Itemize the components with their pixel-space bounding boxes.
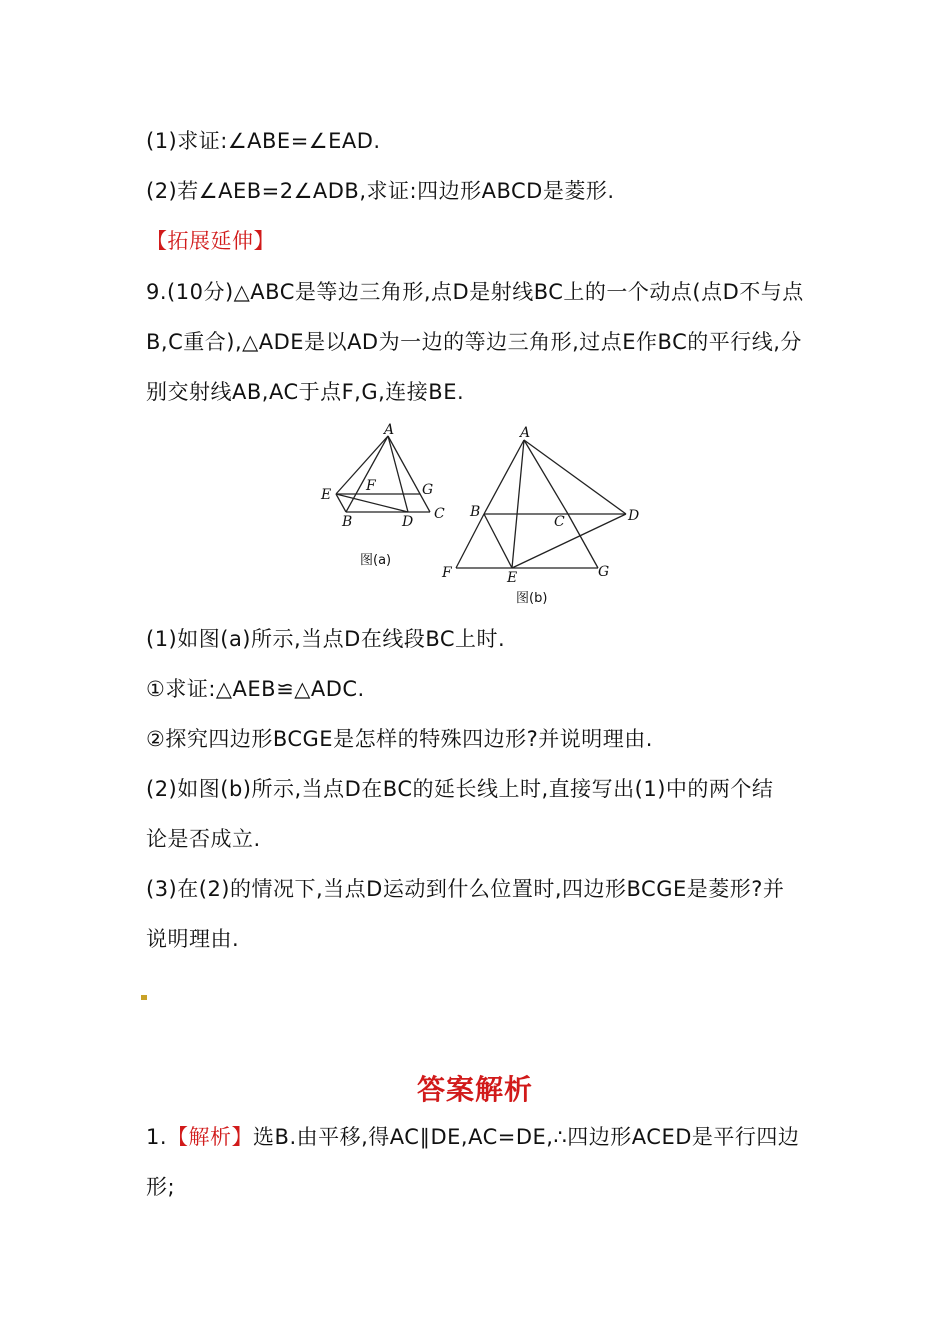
figure-b-caption: 图(b) [516, 591, 548, 606]
answer1-line2: 形; [146, 1175, 176, 1199]
segment-be [484, 514, 512, 568]
answer1-number: 1. [146, 1125, 168, 1149]
segment-ac [524, 440, 568, 514]
answer1-tag: 【解析】 [167, 1125, 254, 1149]
segment-ad [388, 436, 408, 512]
figure-b-diagram [438, 422, 648, 612]
label-e: E [321, 487, 332, 503]
problem9-q2-line1: (2)如图(b)所示,当点D在BC的延长线上时,直接写出(1)中的两个结 [146, 777, 774, 801]
problem9-line1: 9.(10分)△ABC是等边三角形,点D是射线BC上的一个动点(点D不与点 [146, 280, 804, 304]
problem9-q3-line1: (3)在(2)的情况下,当点D运动到什么位置时,四边形BCGE是菱形?并 [146, 877, 785, 901]
figure-a-diagram [318, 422, 458, 572]
segment-ac [388, 436, 430, 512]
problem8-part1: (1)求证:∠ABE=∠EAD. [146, 129, 381, 153]
scan-artifact-dot [141, 995, 147, 1000]
label-b: B [470, 504, 481, 520]
label-g: G [598, 564, 610, 580]
problem9-line3: 别交射线AB,AC于点F,G,连接BE. [146, 380, 465, 404]
segment-ad [524, 440, 626, 514]
label-d: D [402, 514, 414, 530]
problem9-line2: B,C重合),△ADE是以AD为一边的等边三角形,过点E作BC的平行线,分 [146, 330, 802, 354]
figure-a [318, 422, 458, 576]
label-b: B [342, 514, 353, 530]
label-c: C [554, 514, 565, 530]
label-g: G [422, 482, 434, 498]
label-a: A [384, 422, 395, 438]
label-a: A [520, 425, 531, 441]
segment-cg [568, 514, 598, 568]
section-heading-extend: 【拓展延伸】 [146, 229, 275, 253]
label-f: F [366, 478, 376, 494]
label-f: F [442, 565, 452, 581]
segment-ae [336, 436, 388, 494]
segment-fb [456, 514, 484, 568]
problem8-part2: (2)若∠AEB=2∠ADB,求证:四边形ABCD是菱形. [146, 179, 615, 203]
problem9-q1b: ②探究四边形BCGE是怎样的特殊四边形?并说明理由. [146, 727, 653, 751]
label-c: C [434, 506, 445, 522]
figure-b [438, 422, 648, 616]
problem9-q1a: ①求证:△AEB≌△ADC. [146, 677, 365, 701]
label-e: E [507, 570, 518, 586]
problem9-q2-line2: 论是否成立. [146, 827, 261, 851]
problem9-q3-line2: 说明理由. [146, 927, 240, 951]
answer1-line1 [146, 1122, 799, 1152]
label-d: D [628, 508, 640, 524]
problem9-q1: (1)如图(a)所示,当点D在线段BC上时. [146, 627, 506, 651]
figure-a-caption: 图(a) [360, 553, 392, 568]
segment-ab [346, 436, 388, 512]
segment-ed [512, 514, 626, 568]
answer1-text: 选B.由平移,得AC∥DE,AC=DE,∴四边形ACED是平行四边 [253, 1125, 800, 1149]
answer-heading: 答案解析 [416, 1073, 533, 1106]
